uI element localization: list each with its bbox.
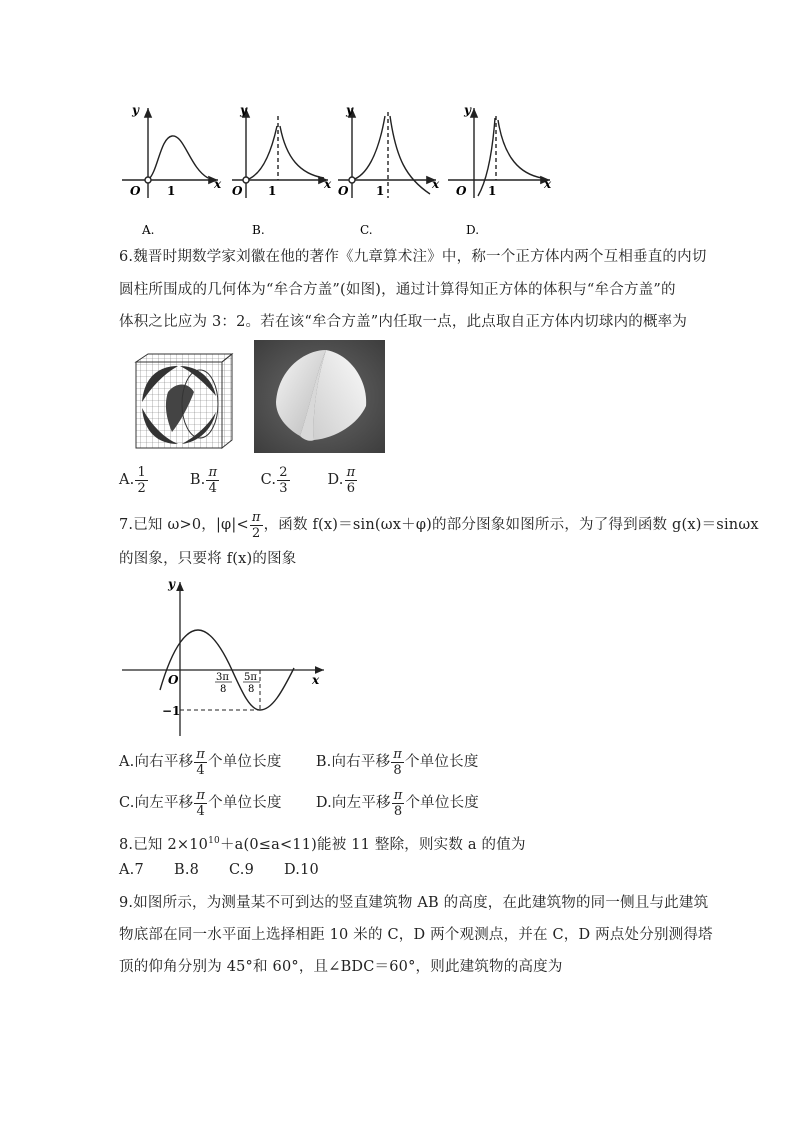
graph-c [338,108,436,198]
q5-graphs [110,98,560,238]
q7-line-2: 的图象，只要将 f(x)的图象 [119,551,297,567]
q7-option-c[interactable]: C.向左平移 $\frac{\pi}{4}$ 个单位长度 [119,787,282,819]
graph-b [232,108,328,198]
graph-d-1-label: 1 [488,184,497,198]
q6-option-a[interactable]: A. $\frac{1}{2}$ [119,464,146,496]
q6-option-b[interactable]: B. $\frac{\pi}{4}$ [189,464,218,496]
q7-graph-y-label: y [168,577,175,591]
graph-c-x-label: x [432,177,440,191]
graph-a-y-label: y [132,103,139,117]
graph-d-option-label: D. [466,223,480,237]
q7-tick-5pi-num: 5π [244,672,257,683]
graph-b-y-label: y [240,103,247,117]
q8-options [119,860,319,880]
graph-a-o-label: O [130,184,141,198]
q8-option-c[interactable]: C.9 [229,862,255,878]
q7-sine-graph [118,574,338,742]
graph-b-x-label: x [324,177,332,191]
graph-b-option-label: B. [252,223,265,237]
q6-solid-figure [254,340,385,453]
q7-option-d[interactable]: D.向左平移 $\frac{\pi}{8}$ 个单位长度 [315,787,479,819]
q7-graph-origin-label: O [168,673,179,687]
graph-a-1-label: 1 [167,184,176,198]
q7-tick-5pi-den: 8 [248,684,255,695]
q7-tick-3pi-num: 3π [216,672,229,683]
q8-stem: 8.已知 $2\times 10^{10}+a(0\le a<11)$能被 11 整除，则实数 a 的值为 [119,836,526,853]
graph-b-1-label: 1 [268,184,277,198]
graph-a-x-label: x [214,177,222,191]
graph-a-option-label: A. [142,223,155,237]
graph-c-option-label: C. [360,223,373,237]
graph-d-x-label: x [544,177,552,191]
q7-option-b[interactable]: B.向右平移 $\frac{\pi}{8}$ 个单位长度 [315,746,479,778]
q7-graph-neg1-label: −1 [162,704,181,718]
q9-line-3: 顶的仰角分别为 45°和 60°，且∠BDC＝60°，则此建筑物的高度为 [119,959,563,975]
q6-cube-figure [128,352,236,456]
q6-options [119,460,358,500]
graph-c-1-label: 1 [376,184,385,198]
q7-options-row-2 [119,785,479,821]
q6-line-2: 圆柱所围成的几何体为“牟合方盖”(如图)，通过计算得知正方体的体积与“牟合方盖”的 [119,282,676,298]
q7-graph-x-label: x [312,673,320,687]
q6-line-1: 6.魏晋时期数学家刘徽在他的著作《九章算术注》中，称一个正方体内两个互相垂直的内切 [119,249,707,265]
q9-line-1: 9.如图所示，为测量某不可到达的竖直建筑物 AB 的高度，在此建筑物的同一侧且与此建筑 [119,895,709,911]
q8-option-d[interactable]: D.10 [284,862,319,878]
graph-d-o-label: O [456,184,467,198]
graph-b-o-label: O [232,184,243,198]
q6-option-d[interactable]: D. $\frac{\pi}{6}$ [327,464,356,496]
q9-line-2: 物底部在同一水平面上选择相距 10 米的 C，D 两个观测点，并在 C，D 两点处分别测得塔 [119,927,713,943]
q6-option-c[interactable]: C. $\frac{2}{3}$ [260,464,288,496]
q8-option-a[interactable]: A.7 [119,862,144,878]
q8-option-b[interactable]: B.8 [174,862,200,878]
q7-tick-3pi-den: 8 [220,684,227,695]
q6-line-3: 体积之比应为 3：2。若在该“牟合方盖”内任取一点，此点取自正方体内切球内的概率为 [119,314,688,330]
graph-c-o-label: O [338,184,349,198]
q7-line-1: 7.已知 ω>0，|φ|< $\frac{\pi}{2}$ ，函数 f(x)＝sin(ωx＋φ)的部分图象如图所示，为了得到函数 g(x)＝sinωx [119,509,759,541]
q7-options-row-1 [119,744,479,780]
graph-d-y-label: y [464,103,471,117]
q7-option-a[interactable]: A.向右平移 $\frac{\pi}{4}$ 个单位长度 [119,746,282,778]
graph-c-y-label: y [346,103,353,117]
